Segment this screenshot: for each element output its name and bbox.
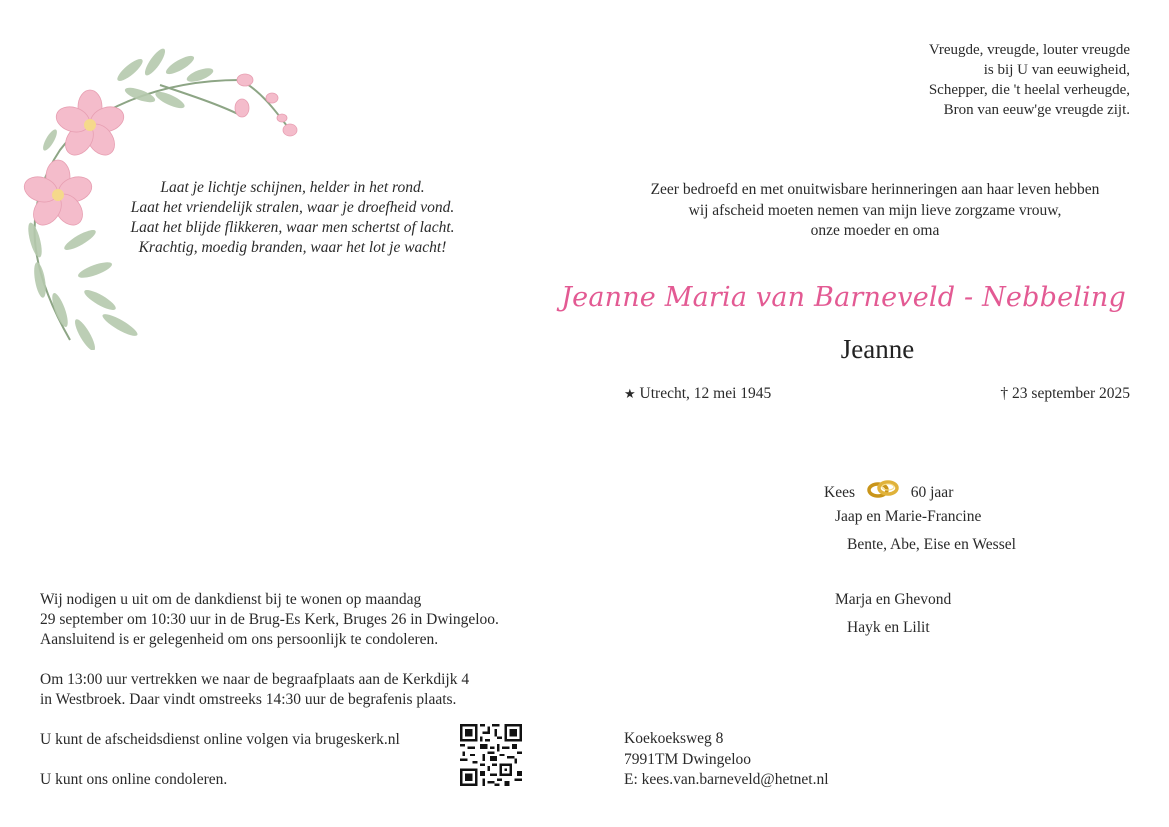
birth-text: Utrecht, 12 mei 1945	[639, 385, 772, 402]
poem-left	[90, 178, 495, 258]
qr-code-icon[interactable]	[460, 724, 522, 786]
poem-right-line: Vreugde, vreugde, louter vreugde	[928, 42, 1130, 58]
marriage-years: 60 jaar	[910, 484, 954, 501]
address-city: 7991TM Dwingeloo	[624, 750, 752, 768]
poem-left-line: Laat het vriendelijk stralen, waar je droefheid vond.	[130, 199, 455, 216]
deceased-full-name: Jeanne Maria van Barneveld - Nebbeling	[561, 282, 1126, 313]
birth-info	[624, 385, 771, 403]
grandchildren-line: Hayk en Lilit	[847, 619, 930, 636]
spouse-line	[824, 478, 953, 503]
intro-line: wij afscheid moeten nemen van mijn lieve zorgzame vrouw,	[688, 201, 1062, 219]
address-email[interactable]: E: kees.van.barneveld@hetnet.nl	[624, 771, 829, 788]
address-street: Koekoeksweg 8	[624, 730, 724, 747]
service-line: Wij nodigen u uit om de dankdienst bij te wonen op maandag	[40, 591, 422, 608]
contact-address	[624, 729, 829, 791]
child-line: Jaap en Marie-Francine	[835, 508, 982, 525]
spouse-name: Kees	[824, 484, 855, 501]
grandchildren-line: Bente, Abe, Eise en Wessel	[847, 536, 1016, 553]
online-service-text: U kunt de afscheidsdienst online volgen via brugeskerk.nl	[40, 731, 400, 748]
poem-left-line: Laat je lichtje schijnen, helder in het rond.	[160, 179, 425, 196]
poem-left-line: Krachtig, moedig branden, waar het lot je wacht!	[138, 239, 447, 256]
online-condolence-text: U kunt ons online condoleren.	[40, 771, 228, 788]
poem-right-line: is bij U van eeuwigheid,	[983, 62, 1130, 78]
service-line: 29 september om 10:30 uur in de Brug-Es Kerk, Bruges 26 in Dwingeloo.	[40, 611, 499, 628]
service-paragraph	[40, 590, 560, 650]
wedding-rings-icon	[867, 478, 899, 500]
poem-left-line: Laat het blijde flikkeren, waar men schertst of lacht.	[130, 219, 455, 236]
poem-right	[929, 40, 1130, 120]
star-icon: ★	[624, 387, 636, 402]
intro-line: onze moeder en oma	[810, 222, 940, 239]
poem-right-line: Bron van eeuw'ge vreugde zijt.	[943, 102, 1130, 118]
death-info: † 23 september 2025	[1000, 385, 1130, 402]
burial-line: Om 13:00 uur vertrekken we naar de begraafplaats aan de Kerkdijk 4	[40, 671, 470, 688]
intro-line: Zeer bedroefd en met onuitwisbare herinneringen aan haar leven hebben	[650, 181, 1100, 198]
service-line: Aansluitend is er gelegenheid om ons persoonlijk te condoleren.	[40, 631, 439, 648]
announcement-intro	[600, 180, 1150, 242]
poem-right-line: Schepper, die 't heelal verheugde,	[928, 82, 1130, 98]
burial-line: in Westbroek. Daar vindt omstreeks 14:30 uur de begrafenis plaats.	[40, 691, 457, 708]
deceased-call-name: Jeanne	[840, 334, 915, 364]
child-line: Marja en Ghevond	[835, 591, 952, 608]
burial-paragraph	[40, 670, 560, 710]
